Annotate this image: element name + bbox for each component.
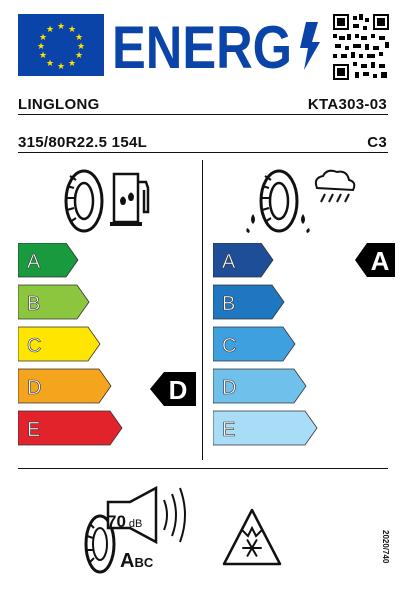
svg-text:★: ★ bbox=[45, 25, 55, 35]
divider bbox=[18, 152, 388, 153]
noise-class bbox=[120, 550, 153, 573]
svg-text:★: ★ bbox=[74, 51, 84, 61]
svg-text:★: ★ bbox=[74, 33, 84, 43]
lightning-icon bbox=[300, 22, 320, 70]
section-divider bbox=[202, 160, 203, 460]
fuel-grade-label-c: C bbox=[27, 335, 42, 357]
tyre-size: 315/80R22.5 154L bbox=[18, 134, 148, 151]
svg-text:★: ★ bbox=[67, 25, 77, 35]
wet-grade-label-d: D bbox=[222, 377, 237, 399]
noise-class-active: A bbox=[120, 550, 135, 572]
noise-unit: dB bbox=[128, 518, 143, 530]
energy-word: ENERG bbox=[112, 14, 292, 76]
wet-grade-label-c: C bbox=[222, 335, 237, 357]
tyre-fuel-pump-icon bbox=[60, 166, 160, 236]
wet-grade-label-b: B bbox=[222, 293, 236, 315]
fuel-grade-label-e: E bbox=[27, 419, 41, 441]
fuel-rating-letter: D bbox=[168, 375, 188, 405]
wet-rating-letter: A bbox=[370, 246, 390, 276]
svg-text:★: ★ bbox=[45, 59, 55, 69]
svg-text:★: ★ bbox=[67, 59, 77, 69]
noise-value-group bbox=[107, 512, 142, 532]
eu-flag-icon bbox=[18, 14, 104, 76]
divider bbox=[18, 114, 388, 115]
energy-title bbox=[110, 14, 322, 76]
qr-code-icon bbox=[333, 14, 389, 80]
divider bbox=[18, 468, 388, 469]
fuel-grade-label-b: B bbox=[27, 293, 41, 315]
svg-text:★: ★ bbox=[38, 33, 48, 43]
wet-grip-scale bbox=[213, 243, 323, 453]
model-name: KTA303-03 bbox=[307, 96, 387, 113]
svg-text:★: ★ bbox=[56, 62, 66, 72]
noise-class-others: BC bbox=[134, 555, 154, 570]
tyre-rain-cloud-icon bbox=[245, 166, 360, 236]
svg-text:★: ★ bbox=[76, 42, 86, 52]
svg-text:★: ★ bbox=[38, 51, 48, 61]
fuel-efficiency-scale bbox=[18, 243, 128, 453]
wet-grade-label-e: E bbox=[222, 419, 236, 441]
noise-value: 70 bbox=[107, 512, 126, 531]
regulation-number: 2020/740 bbox=[381, 530, 390, 564]
wet-rating-marker bbox=[355, 243, 395, 277]
fuel-rating-marker bbox=[150, 372, 196, 406]
fuel-grade-label-d: D bbox=[27, 377, 42, 399]
tyre-class: C3 bbox=[367, 134, 387, 151]
mountain-snowflake-icon bbox=[222, 508, 282, 566]
fuel-grade-label-a: A bbox=[27, 251, 41, 273]
brand-name: LINGLONG bbox=[18, 96, 100, 113]
svg-text:★: ★ bbox=[56, 22, 66, 32]
wet-grade-label-a: A bbox=[222, 251, 236, 273]
svg-text:★: ★ bbox=[36, 42, 46, 52]
